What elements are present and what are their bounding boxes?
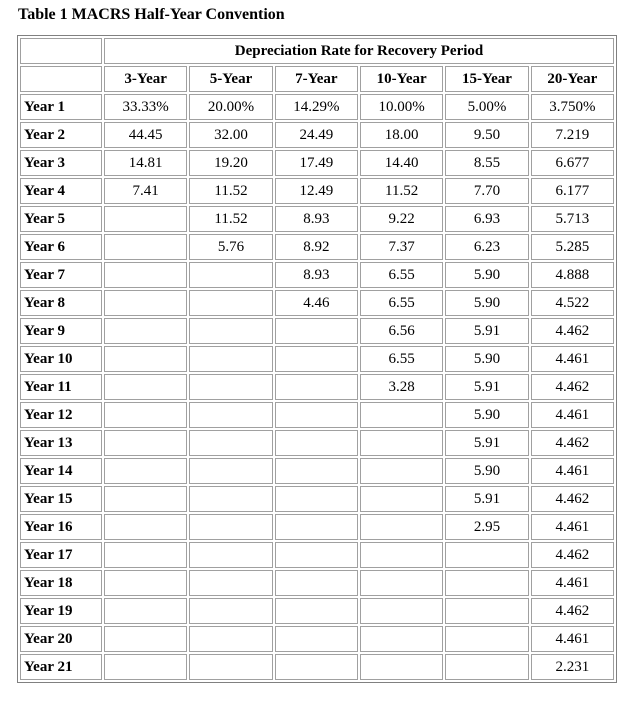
rate-cell (445, 654, 528, 680)
rate-cell: 8.55 (445, 150, 528, 176)
column-header: 7-Year (275, 66, 358, 92)
column-header-row (20, 66, 614, 92)
rate-cell (445, 542, 528, 568)
rate-cell: 4.461 (531, 626, 614, 652)
rate-cell (360, 626, 443, 652)
rate-cell (104, 346, 187, 372)
rate-cell: 2.95 (445, 514, 528, 540)
table-row (20, 542, 614, 568)
rate-cell: 9.22 (360, 206, 443, 232)
row-label: Year 10 (20, 346, 102, 372)
rate-cell (104, 374, 187, 400)
rate-cell (360, 570, 443, 596)
rate-cell (275, 626, 358, 652)
rate-cell: 18.00 (360, 122, 443, 148)
rate-cell: 5.91 (445, 374, 528, 400)
table-row (20, 402, 614, 428)
rate-cell: 4.462 (531, 598, 614, 624)
group-header: Depreciation Rate for Recovery Period (104, 38, 614, 64)
table-row (20, 94, 614, 120)
rate-cell: 6.55 (360, 346, 443, 372)
row-label: Year 16 (20, 514, 102, 540)
rate-cell: 5.76 (189, 234, 272, 260)
table-caption: Table 1 MACRS Half-Year Convention (18, 6, 285, 23)
rate-cell (360, 514, 443, 540)
row-label: Year 12 (20, 402, 102, 428)
rate-cell (275, 570, 358, 596)
rate-cell: 11.52 (189, 178, 272, 204)
rate-cell: 7.41 (104, 178, 187, 204)
table-row (20, 262, 614, 288)
row-label: Year 11 (20, 374, 102, 400)
rate-cell (275, 318, 358, 344)
rate-cell: 9.50 (445, 122, 528, 148)
table-row (20, 178, 614, 204)
rate-cell: 8.92 (275, 234, 358, 260)
rate-cell (104, 542, 187, 568)
rate-cell (275, 542, 358, 568)
rate-cell: 7.70 (445, 178, 528, 204)
rate-cell: 17.49 (275, 150, 358, 176)
rate-cell (104, 654, 187, 680)
rate-cell: 4.462 (531, 374, 614, 400)
row-label: Year 17 (20, 542, 102, 568)
rate-cell: 5.285 (531, 234, 614, 260)
rate-cell: 2.231 (531, 654, 614, 680)
row-label: Year 7 (20, 262, 102, 288)
table-body (20, 94, 614, 680)
rate-cell (445, 598, 528, 624)
rate-cell (445, 570, 528, 596)
table-row (20, 598, 614, 624)
rate-cell: 14.29% (275, 94, 358, 120)
rate-cell: 4.46 (275, 290, 358, 316)
table-row (20, 318, 614, 344)
rate-cell (360, 402, 443, 428)
table-row (20, 514, 614, 540)
rate-cell (104, 486, 187, 512)
row-label: Year 9 (20, 318, 102, 344)
row-label: Year 8 (20, 290, 102, 316)
row-label: Year 1 (20, 94, 102, 120)
rate-cell: 5.90 (445, 290, 528, 316)
column-header: 15-Year (445, 66, 528, 92)
table-row (20, 430, 614, 456)
rate-cell (360, 430, 443, 456)
table-row (20, 654, 614, 680)
rate-cell: 4.462 (531, 486, 614, 512)
rate-cell (104, 458, 187, 484)
rate-cell (275, 374, 358, 400)
column-header: 5-Year (189, 66, 272, 92)
table-row (20, 346, 614, 372)
row-label: Year 5 (20, 206, 102, 232)
macrs-table (17, 35, 617, 683)
rate-cell: 3.28 (360, 374, 443, 400)
row-label: Year 3 (20, 150, 102, 176)
rate-cell: 5.90 (445, 458, 528, 484)
rate-cell: 6.56 (360, 318, 443, 344)
table-row (20, 206, 614, 232)
rate-cell: 6.55 (360, 262, 443, 288)
rate-cell (104, 598, 187, 624)
rate-cell: 5.90 (445, 262, 528, 288)
table-row (20, 290, 614, 316)
rate-cell (189, 458, 272, 484)
rate-cell (275, 346, 358, 372)
rate-cell (189, 374, 272, 400)
table-row (20, 570, 614, 596)
row-label: Year 4 (20, 178, 102, 204)
row-label: Year 15 (20, 486, 102, 512)
rate-cell: 4.462 (531, 430, 614, 456)
table-row (20, 626, 614, 652)
rate-cell: 7.219 (531, 122, 614, 148)
rate-cell (189, 262, 272, 288)
corner-cell (20, 38, 102, 64)
rate-cell (189, 598, 272, 624)
rate-cell (104, 206, 187, 232)
rate-cell (275, 430, 358, 456)
row-label: Year 14 (20, 458, 102, 484)
rate-cell (104, 430, 187, 456)
rate-cell (189, 654, 272, 680)
column-header: 20-Year (531, 66, 614, 92)
rate-cell (189, 486, 272, 512)
rate-cell (104, 514, 187, 540)
column-header: 3-Year (104, 66, 187, 92)
table-row (20, 374, 614, 400)
rate-cell: 11.52 (189, 206, 272, 232)
rate-cell: 5.713 (531, 206, 614, 232)
rate-cell (275, 654, 358, 680)
rate-cell: 4.461 (531, 346, 614, 372)
row-label: Year 20 (20, 626, 102, 652)
rate-cell: 5.90 (445, 346, 528, 372)
rate-cell: 44.45 (104, 122, 187, 148)
group-header-row (20, 38, 614, 64)
rate-cell: 4.888 (531, 262, 614, 288)
table-row (20, 122, 614, 148)
rate-cell (189, 290, 272, 316)
rate-cell: 5.91 (445, 486, 528, 512)
row-label: Year 18 (20, 570, 102, 596)
rate-cell: 4.462 (531, 542, 614, 568)
rate-cell (189, 542, 272, 568)
rate-cell: 4.461 (531, 402, 614, 428)
row-label: Year 21 (20, 654, 102, 680)
rate-cell (189, 626, 272, 652)
rate-cell (189, 514, 272, 540)
rate-cell (360, 458, 443, 484)
rate-cell: 6.23 (445, 234, 528, 260)
rate-cell (360, 542, 443, 568)
rate-cell (275, 402, 358, 428)
rate-cell (189, 570, 272, 596)
rate-cell: 6.677 (531, 150, 614, 176)
rate-cell (275, 514, 358, 540)
row-label: Year 6 (20, 234, 102, 260)
rate-cell: 4.522 (531, 290, 614, 316)
rate-cell (275, 598, 358, 624)
rate-cell (104, 626, 187, 652)
rate-cell: 10.00% (360, 94, 443, 120)
rate-cell: 32.00 (189, 122, 272, 148)
rate-cell (189, 430, 272, 456)
rate-cell (104, 402, 187, 428)
rate-cell: 5.91 (445, 430, 528, 456)
rate-cell: 4.462 (531, 318, 614, 344)
rate-cell: 8.93 (275, 262, 358, 288)
rate-cell: 4.461 (531, 514, 614, 540)
column-header: 10-Year (360, 66, 443, 92)
rate-cell (189, 318, 272, 344)
row-label: Year 13 (20, 430, 102, 456)
rate-cell: 4.461 (531, 458, 614, 484)
rate-cell: 5.91 (445, 318, 528, 344)
rate-cell: 33.33% (104, 94, 187, 120)
rate-cell: 4.461 (531, 570, 614, 596)
row-label: Year 2 (20, 122, 102, 148)
table-row (20, 234, 614, 260)
table-row (20, 486, 614, 512)
rate-cell (104, 318, 187, 344)
rate-cell (104, 234, 187, 260)
rate-cell: 19.20 (189, 150, 272, 176)
rate-cell: 7.37 (360, 234, 443, 260)
rate-cell: 6.177 (531, 178, 614, 204)
table-row (20, 150, 614, 176)
rate-cell (189, 346, 272, 372)
rate-cell: 14.81 (104, 150, 187, 176)
rate-cell: 12.49 (275, 178, 358, 204)
rate-cell: 5.00% (445, 94, 528, 120)
rate-cell (275, 486, 358, 512)
rate-cell (104, 570, 187, 596)
rate-cell (189, 402, 272, 428)
rate-cell (104, 290, 187, 316)
rate-cell: 6.55 (360, 290, 443, 316)
table-row (20, 458, 614, 484)
rate-cell (445, 626, 528, 652)
rate-cell (360, 598, 443, 624)
rate-cell: 14.40 (360, 150, 443, 176)
corner-cell (20, 66, 102, 92)
rate-cell: 6.93 (445, 206, 528, 232)
rate-cell (275, 458, 358, 484)
row-label: Year 19 (20, 598, 102, 624)
rate-cell: 5.90 (445, 402, 528, 428)
rate-cell: 3.750% (531, 94, 614, 120)
rate-cell: 11.52 (360, 178, 443, 204)
rate-cell: 8.93 (275, 206, 358, 232)
rate-cell: 24.49 (275, 122, 358, 148)
rate-cell (360, 486, 443, 512)
rate-cell (360, 654, 443, 680)
rate-cell: 20.00% (189, 94, 272, 120)
rate-cell (104, 262, 187, 288)
